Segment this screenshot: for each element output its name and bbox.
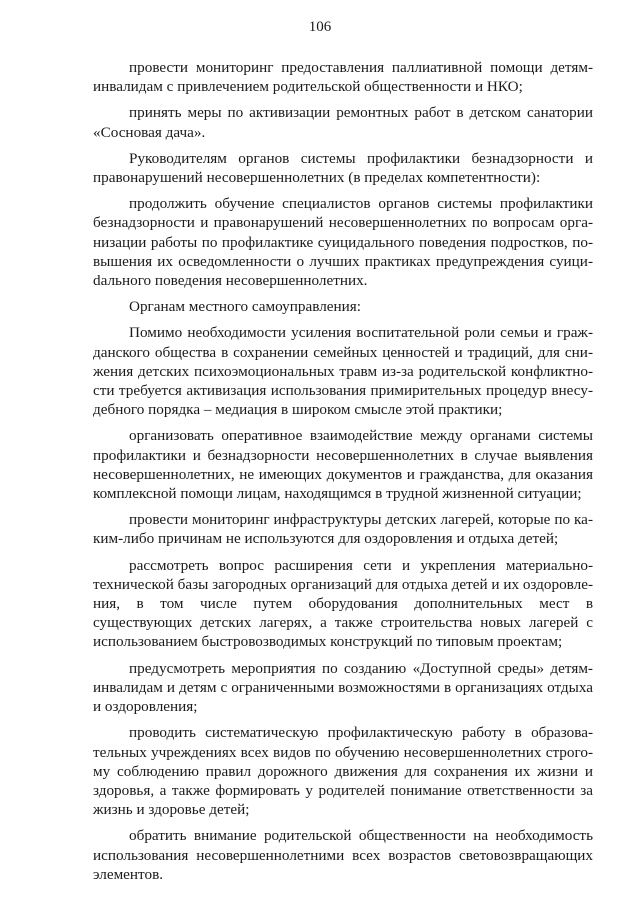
paragraph-reflective-elements: обратить внимание родительской общественности на необходимость использования несовершеннолетними всех возрастов световозвращающих элементов. bbox=[93, 827, 593, 883]
paragraph-specialist-training: продолжить обучение специалистов органов системы профилактики безнадзорности и правонарушений несовершеннолетних по вопросам организации работы по профилактике суицидального поведения подростков, повышения их осведомленности о лучших практиках предупреждения суициdального поведения несовершеннолетних. bbox=[93, 195, 593, 290]
paragraph-interagency-cooperation: организовать оперативное взаимодействие между органами системы профилактики и безнадзорности несовершеннолетних в случае выявления несовершеннолетних, не имеющих документов и гражданства, для оказания комплексной помощи лицам, находящимся в трудной жизненной ситуации; bbox=[93, 427, 593, 503]
page-number: 106 bbox=[308, 19, 332, 35]
document-body bbox=[93, 58, 593, 884]
paragraph-camp-infrastructure: провести мониторинг инфраструктуры детских лагерей, которые по каким-либо причинам не используются для оздоровления и отдыха детей; bbox=[93, 511, 593, 548]
paragraph-accessible-environment: предусмотреть мероприятия по созданию «Доступной среды» детям-инвалидам и детям с ограниченными возможностями в организациях отдыха и оздоровления; bbox=[93, 659, 593, 716]
paragraph-mediation: Помимо необходимости усиления воспитательной роли семьи и гражданского общества в сохранении семейных ценностей и традиций, для снижения детских психоэмоциональных травм из-за родительской конфликтности требуется активизация использования примирительных процедур внесудебного порядка – медиация в широком смысле этой практики; bbox=[93, 324, 593, 419]
paragraph-sanatorium-repair: принять меры по активизации ремонтных работ в детском санатории «Сосновая дача». bbox=[93, 104, 593, 141]
paragraph-camp-network-expansion: рассмотреть вопрос расширения сети и укрепления материально-технической базы загородных организаций для отдыха детей и их оздоровления, в том числе путем оборудования дополнительных мест в существующих детских лагерях, а также строительства новых лагерей с использованием быстровозводимых конструкций по типовым проектам; bbox=[93, 556, 594, 651]
paragraph-palliative-monitoring: провести мониторинг предоставления паллиативной помощи детям-инвалидам с привлечением родительской общественности и НКО; bbox=[93, 59, 593, 96]
paragraph-local-government: Органам местного самоуправления: bbox=[129, 298, 361, 316]
paragraph-road-safety: проводить систематическую профилактическую работу в образовательных учреждениях всех видов по обучению несовершеннолетних строгому соблюдению правил дорожного движения для сохранения их жизни и здоровья, а также формировать у родителей понимание ответственности за жизнь и здоровье детей; bbox=[93, 724, 593, 819]
paragraph-prevention-heads: Руководителям органов системы профилактики безнадзорности и правонарушений несовершеннолетних (в пределах компетентности): bbox=[93, 149, 593, 187]
